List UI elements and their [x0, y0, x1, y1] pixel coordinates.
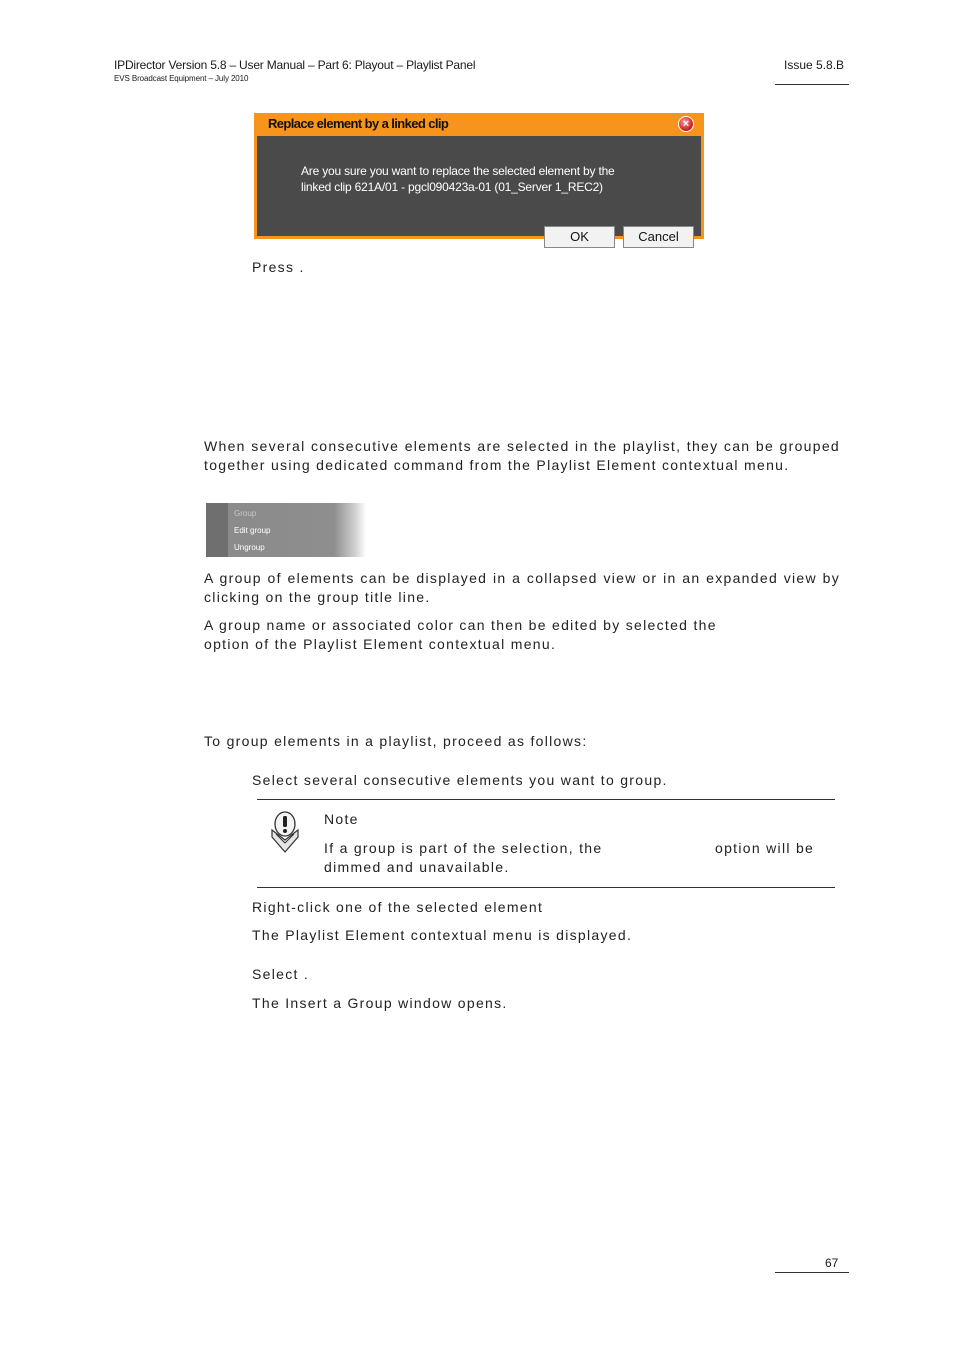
dialog-message [301, 163, 681, 195]
note-line1-a: If a group is part of the selection, the [324, 840, 603, 856]
step-rightclick: Right-click one of the selected element [252, 899, 544, 915]
header-subtitle: EVS Broadcast Equipment – July 2010 [114, 74, 249, 83]
para-edit-line1: A group name or associated color can then be edited by selected the [204, 617, 717, 633]
para-collapsed: A group of elements can be displayed in a collapsed view or in an expanded view by clicking on the group title line. [204, 570, 840, 605]
step-select-several: Select several consecutive elements you want to group. [252, 772, 668, 788]
header-issue: Issue 5.8.B [784, 58, 845, 72]
close-icon[interactable]: × [678, 116, 694, 132]
header-rule [775, 84, 849, 85]
dialog-title: Replace element by a linked clip [268, 116, 449, 131]
menu-item-edit-group[interactable]: Edit group [234, 526, 271, 535]
menu-item-group[interactable]: Group [234, 509, 257, 518]
note-line1-b: option will be [715, 840, 815, 856]
step-rightclick-result: The Playlist Element contextual menu is displayed. [252, 927, 633, 943]
header-title: IPDirector Version 5.8 – User Manual – Part 6: Playout – Playlist Panel [114, 58, 476, 72]
dialog-message-line2: linked clip 621A/01 - pgcl090423a-01 (01_Server 1_REC2) [301, 180, 603, 194]
context-menu [206, 503, 366, 557]
para-edit-line2: option of the Playlist Element contextual menu. [204, 636, 557, 652]
replace-element-dialog [254, 113, 704, 244]
para-proceed: To group elements in a playlist, proceed as follows: [204, 733, 588, 749]
page-number: 67 [825, 1256, 839, 1270]
note-top-rule [257, 799, 835, 800]
ok-button[interactable]: OK [544, 226, 615, 248]
para-grouped: When several consecutive elements are selected in the playlist, they can be grouped together using dedicated command from the Playlist Element contextual menu. [204, 438, 840, 473]
step-select-result: The Insert a Group window opens. [252, 995, 508, 1011]
dialog-message-line1: Are you sure you want to replace the selected element by the [301, 164, 615, 178]
step-select: Select . [252, 966, 310, 982]
footer-rule [775, 1272, 849, 1273]
note-bottom-rule [257, 887, 835, 888]
dialog-body [257, 136, 701, 244]
note-line2: dimmed and unavailable. [324, 859, 510, 875]
cancel-button[interactable]: Cancel [623, 226, 694, 248]
step-press: Press . [252, 259, 305, 275]
note-heading: Note [324, 811, 359, 827]
menu-item-ungroup[interactable]: Ungroup [234, 543, 265, 552]
menu-icon-strip [206, 503, 228, 557]
note-warning-icon [268, 810, 302, 854]
